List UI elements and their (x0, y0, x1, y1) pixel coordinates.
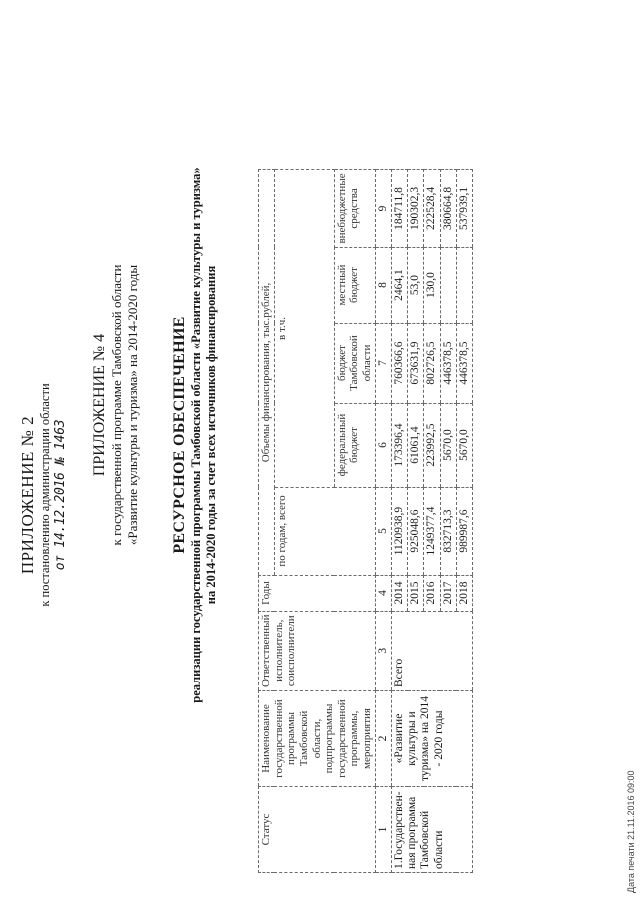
row-federal: 61061,4 (408, 403, 424, 487)
row-year: 2017 (440, 575, 456, 611)
header-executor: Ответственный исполнитель, соисполнители (259, 611, 376, 690)
appendix-2-line-1: к постановлению администрации области (38, 383, 53, 607)
document-title-line-3: на 2014-2020 годы за счет всех источников финансирования (204, 265, 219, 605)
program-executor: Всего (391, 611, 472, 690)
header-extra: внебюджетные средства (334, 170, 375, 247)
header-funding-group: Объемы финансирования, тыс.рублей, (259, 170, 275, 575)
row-extra: 222528,4 (424, 170, 440, 247)
row-local: 130,0 (424, 247, 440, 323)
appendix-2-title: ПРИЛОЖЕНИЕ № 2 (18, 415, 37, 575)
col-number-8: 8 (375, 247, 391, 323)
col-number-7: 7 (375, 323, 391, 403)
column-number-row (375, 170, 391, 873)
row-year: 2018 (456, 575, 472, 611)
row-local (440, 247, 456, 323)
header-status: Статус (259, 787, 376, 873)
col-number-5: 5 (375, 487, 391, 575)
col-number-1: 1 (375, 787, 391, 873)
header-by-years: по годам, всего (274, 487, 375, 575)
appendix-2-header (18, 335, 69, 655)
row-local: 2464,1 (391, 247, 407, 323)
row-extra: 380664,8 (440, 170, 456, 247)
row-federal: 173396,4 (391, 403, 407, 487)
document-title-line-1: РЕСУРСНОЕ ОБЕСПЕЧЕНИЕ (171, 316, 188, 554)
row-year: 2015 (408, 575, 424, 611)
header-incl: в т.ч. (274, 170, 334, 487)
header-federal: федеральный бюджет (334, 403, 375, 487)
header-name: Наименование государственной программы Тамбовской области, подпрограммы государственной программы, мероприятия (259, 691, 376, 787)
row-local (456, 247, 472, 323)
col-number-3: 3 (375, 611, 391, 690)
row-total: 1120938,9 (391, 487, 407, 575)
table-header-row-1 (259, 170, 275, 873)
header-years: Годы (259, 575, 376, 611)
row-regional: 802726,5 (424, 323, 440, 403)
row-federal: 5670,0 (456, 403, 472, 487)
print-date: Дата печати 21.11.2016 09:00 (626, 770, 636, 893)
appendix-4-line-2: «Развитие культуры и туризма» на 2014-2020 годы (124, 264, 140, 546)
program-name: «Развитие культуры и туризма» на 2014 - 2020 годы (391, 691, 472, 787)
appendix-4-header (90, 225, 140, 585)
header-regional: бюджет Тамбовской области (334, 323, 375, 403)
appendix-4-line-1: к государственной программе Тамбовской области (109, 264, 125, 546)
row-year: 2014 (391, 575, 407, 611)
row-extra: 184711,8 (391, 170, 407, 247)
row-regional: 760366,6 (391, 323, 407, 403)
row-extra: 537939,1 (456, 170, 472, 247)
row-total: 1249377,4 (424, 487, 440, 575)
row-total: 832713,3 (440, 487, 456, 575)
row-year: 2016 (424, 575, 440, 611)
appendix-2-handwritten-date: от 14.12.2016 № 1463 (53, 419, 69, 571)
row-regional: 446378,5 (456, 323, 472, 403)
appendix-4-title: ПРИЛОЖЕНИЕ № 4 (91, 333, 108, 477)
row-extra: 190302,3 (408, 170, 424, 247)
funding-table (258, 169, 473, 873)
col-number-6: 6 (375, 403, 391, 487)
document-title-line-2: реализации государственной программы Тамбовской области «Развитие культуры и туризма» (189, 167, 204, 703)
row-federal: 223992,5 (424, 403, 440, 487)
row-total: 989987,6 (456, 487, 472, 575)
row-total: 925048,6 (408, 487, 424, 575)
row-local: 53,0 (408, 247, 424, 323)
col-number-9: 9 (375, 170, 391, 247)
row-federal: 5670,0 (440, 403, 456, 487)
col-number-4: 4 (375, 575, 391, 611)
row-regional: 446378,5 (440, 323, 456, 403)
table-row (391, 170, 407, 873)
row-regional: 673631,9 (408, 323, 424, 403)
col-number-2: 2 (375, 691, 391, 787)
program-status: 1.Государствен-ная программа Тамбовской области (391, 787, 472, 873)
header-local: местный бюджет (334, 247, 375, 323)
document-title (170, 85, 219, 785)
